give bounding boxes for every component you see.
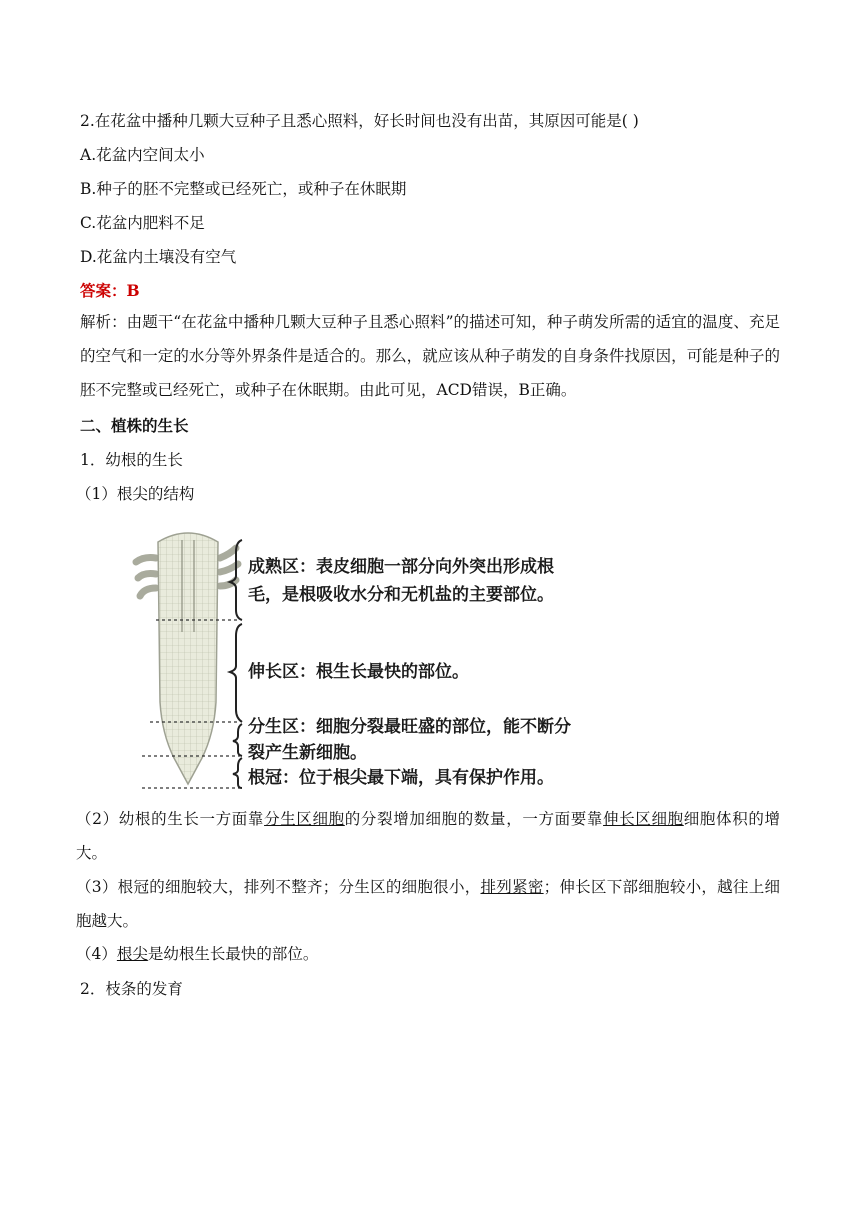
option-d: D.花盆内土壤没有空气 [80, 248, 237, 266]
p2-underline-2: 伸长区细胞 [603, 810, 684, 828]
subsection-title: 1．幼根的生长 [80, 451, 183, 469]
subsection-2-title: 2．枝条的发育 [80, 980, 183, 998]
p4-underline-1: 根尖 [116, 945, 148, 963]
root-cap-label: 根冠：位于根尖最下端，具有保护作用。 [248, 768, 554, 788]
p4-text-b: 是幼根生长最快的部位。 [147, 945, 319, 963]
p2-underline-1: 分生区细胞 [264, 810, 345, 828]
p3-underline-1: 排列紧密 [480, 878, 544, 896]
option-c: C.花盆内肥料不足 [80, 214, 205, 232]
maturation-zone-label-cont: 毛，是根吸收水分和无机盐的主要部位。 [248, 585, 554, 605]
question-stem: 2.在花盆中播种几颗大豆种子且悉心照料，好长时间也没有出苗，其原因可能是( ) [80, 112, 639, 130]
option-a: A.花盆内空间太小 [80, 146, 205, 164]
subsubsection-title: （1）根尖的结构 [76, 485, 195, 503]
section-title: 二、植株的生长 [80, 416, 189, 435]
paragraph-2 [76, 802, 780, 870]
meristem-zone-label-cont: 裂产生新细胞。 [248, 743, 367, 763]
answer: 答案：B [80, 281, 140, 300]
option-b: B.种子的胚不完整或已经死亡，或种子在休眠期 [80, 180, 407, 198]
analysis: 解析：由题干“在花盆中播种几颗大豆种子且悉心照料”的描述可知，种子萌发所需的适宜的温度、充足的空气和一定的水分等外界条件是适合的。那么，就应该从种子萌发的自身条件找原因，可能是种子的胚不完整或已经死亡，或种子在休眠期。由此可见，ACD错误，B正确。 [80, 313, 780, 399]
root-tip-diagram [130, 512, 630, 800]
p2-text-c: 细胞体积的增大。 [76, 810, 780, 862]
p3-text-a: （3）根冠的细胞较大，排列不整齐；分生区的细胞很小， [76, 878, 481, 896]
paragraph-3 [76, 870, 780, 938]
p4-prefix: （4） [76, 945, 117, 963]
elongation-zone-label: 伸长区：根生长最快的部位。 [248, 662, 469, 682]
paragraph-4 [76, 944, 318, 964]
p3-text-b: ；伸长区下部细胞较小，越往上细胞越大。 [76, 878, 780, 930]
meristem-zone-label: 分生区：细胞分裂最旺盛的部位，能不断分 [248, 717, 571, 737]
maturation-zone-label: 成熟区：表皮细胞一部分向外突出形成根 [248, 557, 554, 577]
p2-text-b: 的分裂增加细胞的数量，一方面要靠 [344, 810, 604, 828]
p2-text-a: （2）幼根的生长一方面靠 [76, 810, 265, 828]
